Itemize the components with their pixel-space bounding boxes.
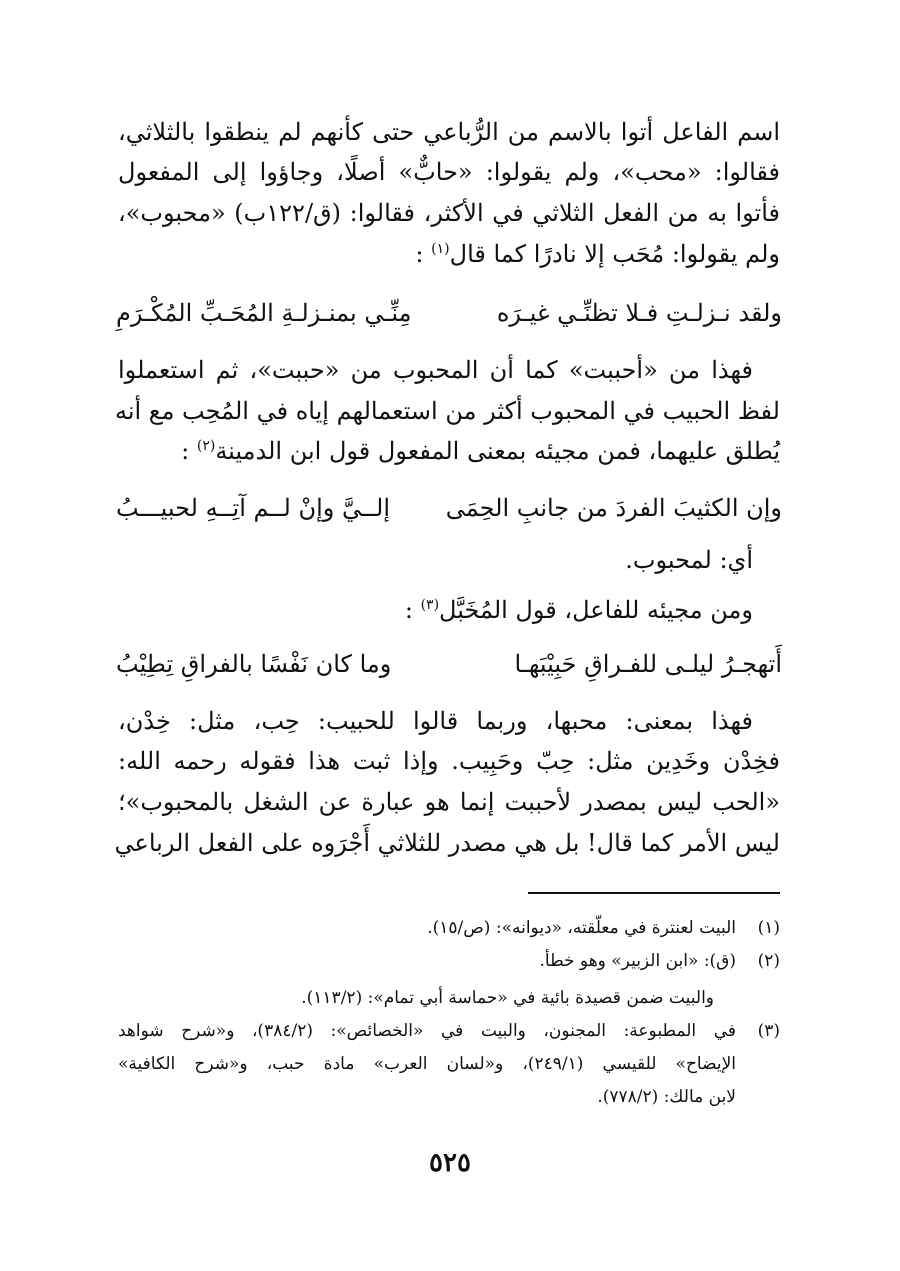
verse-1: [116, 291, 782, 335]
body-line-5: فهذا من «أحببت» كما أن المحبوب من «حببت»، ثم استعملوا: [118, 356, 753, 384]
body-line-7: [118, 431, 780, 471]
body-text: ومن مجيئه للفاعل، قول المُخَبَّل: [439, 596, 753, 624]
footnote-number: (٣): [757, 1021, 780, 1041]
body-line-8: أي: لمحبوب.: [625, 546, 753, 574]
body-line-13: ليس الأمر كما قال! بل هي مصدر للثلاثي أَجْرَوه على الفعل الرباعي: [114, 829, 780, 857]
footnote-number: (٢): [757, 951, 780, 971]
body-line-6: لفظ الحبيب في المحبوب أكثر من استعمالهم إياه في المُحِب مع أنه: [114, 397, 780, 425]
footnote-text: (ق): «ابن الزبير» وهو خطأ.: [539, 951, 736, 971]
body-line-1: اسم الفاعل أتوا بالاسم من الرُّباعي حتى كأنهم لم ينطقوا بالثلاثي،: [118, 118, 780, 146]
verse-3-first-hemistich: أَتهجـرُ ليلـى للفـراقِ حَبِيْبَهـا: [514, 650, 782, 678]
footnote-separator: [528, 892, 780, 894]
body-line-12: «الحب ليس بمصدر لأحببت إنما هو عبارة عن الشغل بالمحبوب»؛: [118, 788, 780, 816]
footnote-text: لابن مالك: (٧٧٨/٢).: [597, 1087, 736, 1107]
verse-3-second-hemistich: وما كان نَفْسًا بالفراقِ تِطِيْبُ: [116, 650, 392, 678]
footnote-text: الإيضاح» للقيسي (٢٤٩/١)، و«لسان العرب» مادة حبب، و«شرح الكافية»: [118, 1054, 736, 1074]
verse-2: [116, 486, 782, 530]
footnote-ref-2: (٢): [196, 438, 216, 454]
body-line-10: فهذا بمعنى: محبها، وربما قالوا للحبيب: حِب، مثل: خِدْن،: [118, 707, 753, 735]
verse-1-second-hemistich: مِنِّـي بمنـزلـةِ المُحَـبِّ المُكْـرَمِ: [116, 299, 412, 327]
page-number: ٥٢٥: [429, 1148, 471, 1178]
body-line-3: فأتوا به من الفعل الثلاثي في الأكثر، فقالوا: (ق/١٢٢ب) «محبوب»،: [118, 199, 781, 227]
footnote-text: البيت لعنترة في معلّقته، «ديوانه»: (ص/١٥).: [427, 918, 736, 938]
colon: :: [181, 437, 190, 465]
footnote-ref-1: (١): [431, 241, 450, 257]
body-line-2: فقالوا: «محب»، ولم يقولوا: «حابٌّ» أصلًا، وجاؤوا إلى المفعول: [118, 158, 780, 186]
footnote-text: في المطبوعة: المجنون، والبيت في «الخصائص»: (٣٨٤/٢)، و«شرح شواهد: [118, 1021, 736, 1041]
verse-1-first-hemistich: ولقد نـزلـتِ فـلا تظنِّـي غيـرَه: [496, 299, 782, 327]
verse-2-first-hemistich: وإن الكثيبَ الفردَ من جانبِ الحِمَى: [445, 494, 782, 522]
footnote-text: والبيت ضمن قصيدة بائية في «حماسة أبي تمام»: (١١٣/٢).: [301, 988, 714, 1008]
verse-3: [116, 642, 782, 686]
body-text: ولم يقولوا: مُحَب إلا نادرًا كما قال: [449, 240, 780, 268]
colon: :: [415, 240, 424, 268]
body-line-11: فخِدْن وخَدِين مثل: حِبّ وحَبِيب. وإذا ثبت هذا فقوله رحمه الله:: [118, 747, 780, 775]
colon: :: [404, 596, 413, 624]
body-text: يُطلق عليهما، فمن مجيئه بمعنى المفعول قول ابن الدمينة: [215, 437, 780, 465]
body-line-4: [118, 234, 780, 274]
footnote-ref-3: (٣): [420, 597, 440, 613]
footnote-number: (١): [757, 918, 780, 938]
body-line-9: [118, 590, 753, 630]
verse-2-second-hemistich: إلــيَّ وإنْ لــم آتِــهِ لحبيـــبُ: [116, 494, 391, 522]
